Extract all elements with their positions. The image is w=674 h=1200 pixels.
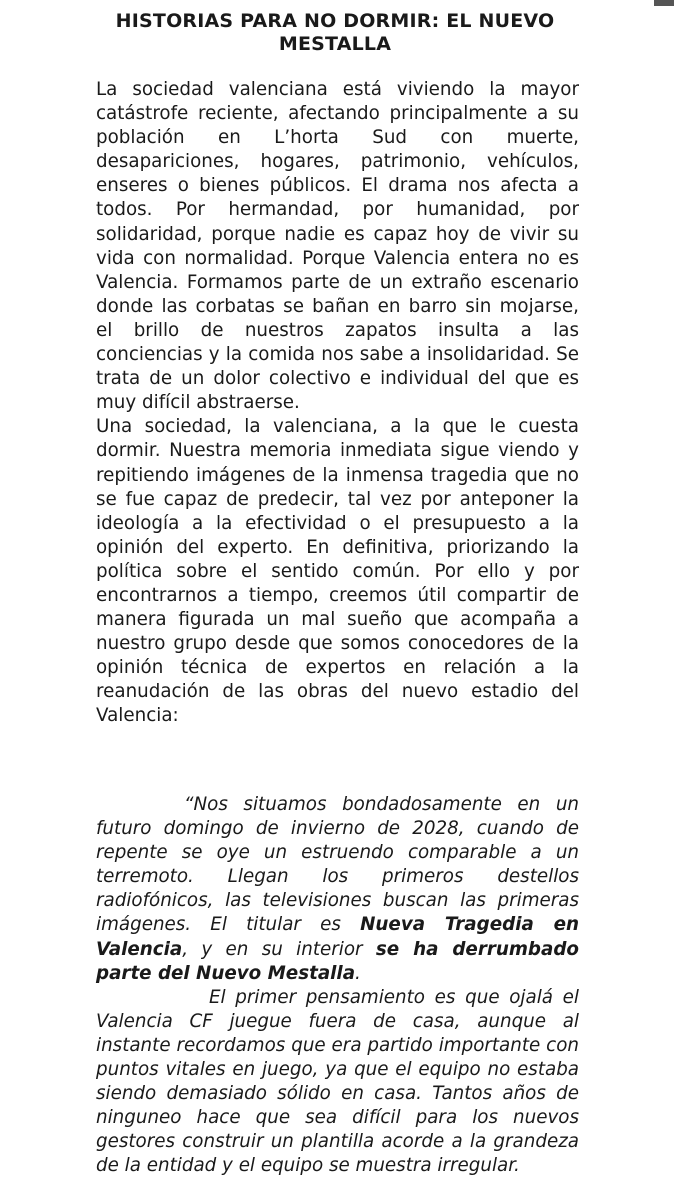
dream-quote — [96, 793, 579, 1179]
scrollbar-indicator — [654, 0, 674, 6]
quote-text: , y en su interior — [182, 938, 376, 960]
document-body — [96, 78, 579, 729]
quote-text: “Nos situamos bondadosamente en un futuro domingo de invierno de 2028, cuando de repente se oye un estruendo comparable a un terremoto. Llegan los primeros destellos radiofónicos, las televisiones buscan las primeras imágenes. El titular es — [96, 794, 579, 936]
quote-text: . — [355, 962, 361, 984]
paragraph-society: Una sociedad, la valenciana, a la que le cuesta dormir. Nuestra memoria inmediata sigue viendo y repitiendo imágenes de la inmensa tragedia que no se fue capaz de predecir, tal vez por anteponer la ideología a la efectividad o el presupuesto a la opinión del experto. En definitiva, priorizando la política sobre el sentido común. Por ello y por encontrarnos a tiempo, creemos útil compartir de manera figurada un mal sueño que acompaña a nuestro grupo desde que somos conocedores de la opinión técnica de expertos en relación a la reanudación de las obras del nuevo estadio del Valencia: — [96, 416, 579, 727]
document-title: HISTORIAS PARA NO DORMIR: EL NUEVO MESTALLA — [115, 10, 555, 55]
quote-paragraph-1 — [96, 793, 579, 986]
quote-paragraph-2: El primer pensamiento es que ojalá el Valencia CF juegue fuera de casa, aunque al instante recordamos que era partido importante con puntos vitales en juego, ya que el equipo no estaba siendo demasiado sólido en casa. Tantos años de ninguneo hace que sea difícil para los nuevos gestores construir un plantilla acorde a la grandeza de la entidad y el equipo se muestra irregular. — [96, 986, 579, 1177]
headline-text: Nueva Tragedia en Valencia — [96, 914, 579, 960]
collapse-text: se ha derrumbado parte del Nuevo Mestalla — [96, 938, 579, 984]
paragraph-intro: La sociedad valenciana está viviendo la mayor catástrofe reciente, afectando principalmente a su población en L’horta Sud con muerte, desapariciones, hogares, patrimonio, vehículos, enseres o bienes públicos. El drama nos afecta a todos. Por hermandad, por humanidad, por solidaridad, porque nadie es capaz hoy de vivir su vida con normalidad. Porque Valencia entera no es Valencia. Formamos parte de un extraño escenario donde las corbatas se bañan en barro sin mojarse, el brillo de nuestros zapatos insulta a las conciencias y la comida nos sabe a insolidaridad. Se trata de un dolor colectivo e individual del que es muy difícil abstraerse. — [96, 79, 579, 414]
